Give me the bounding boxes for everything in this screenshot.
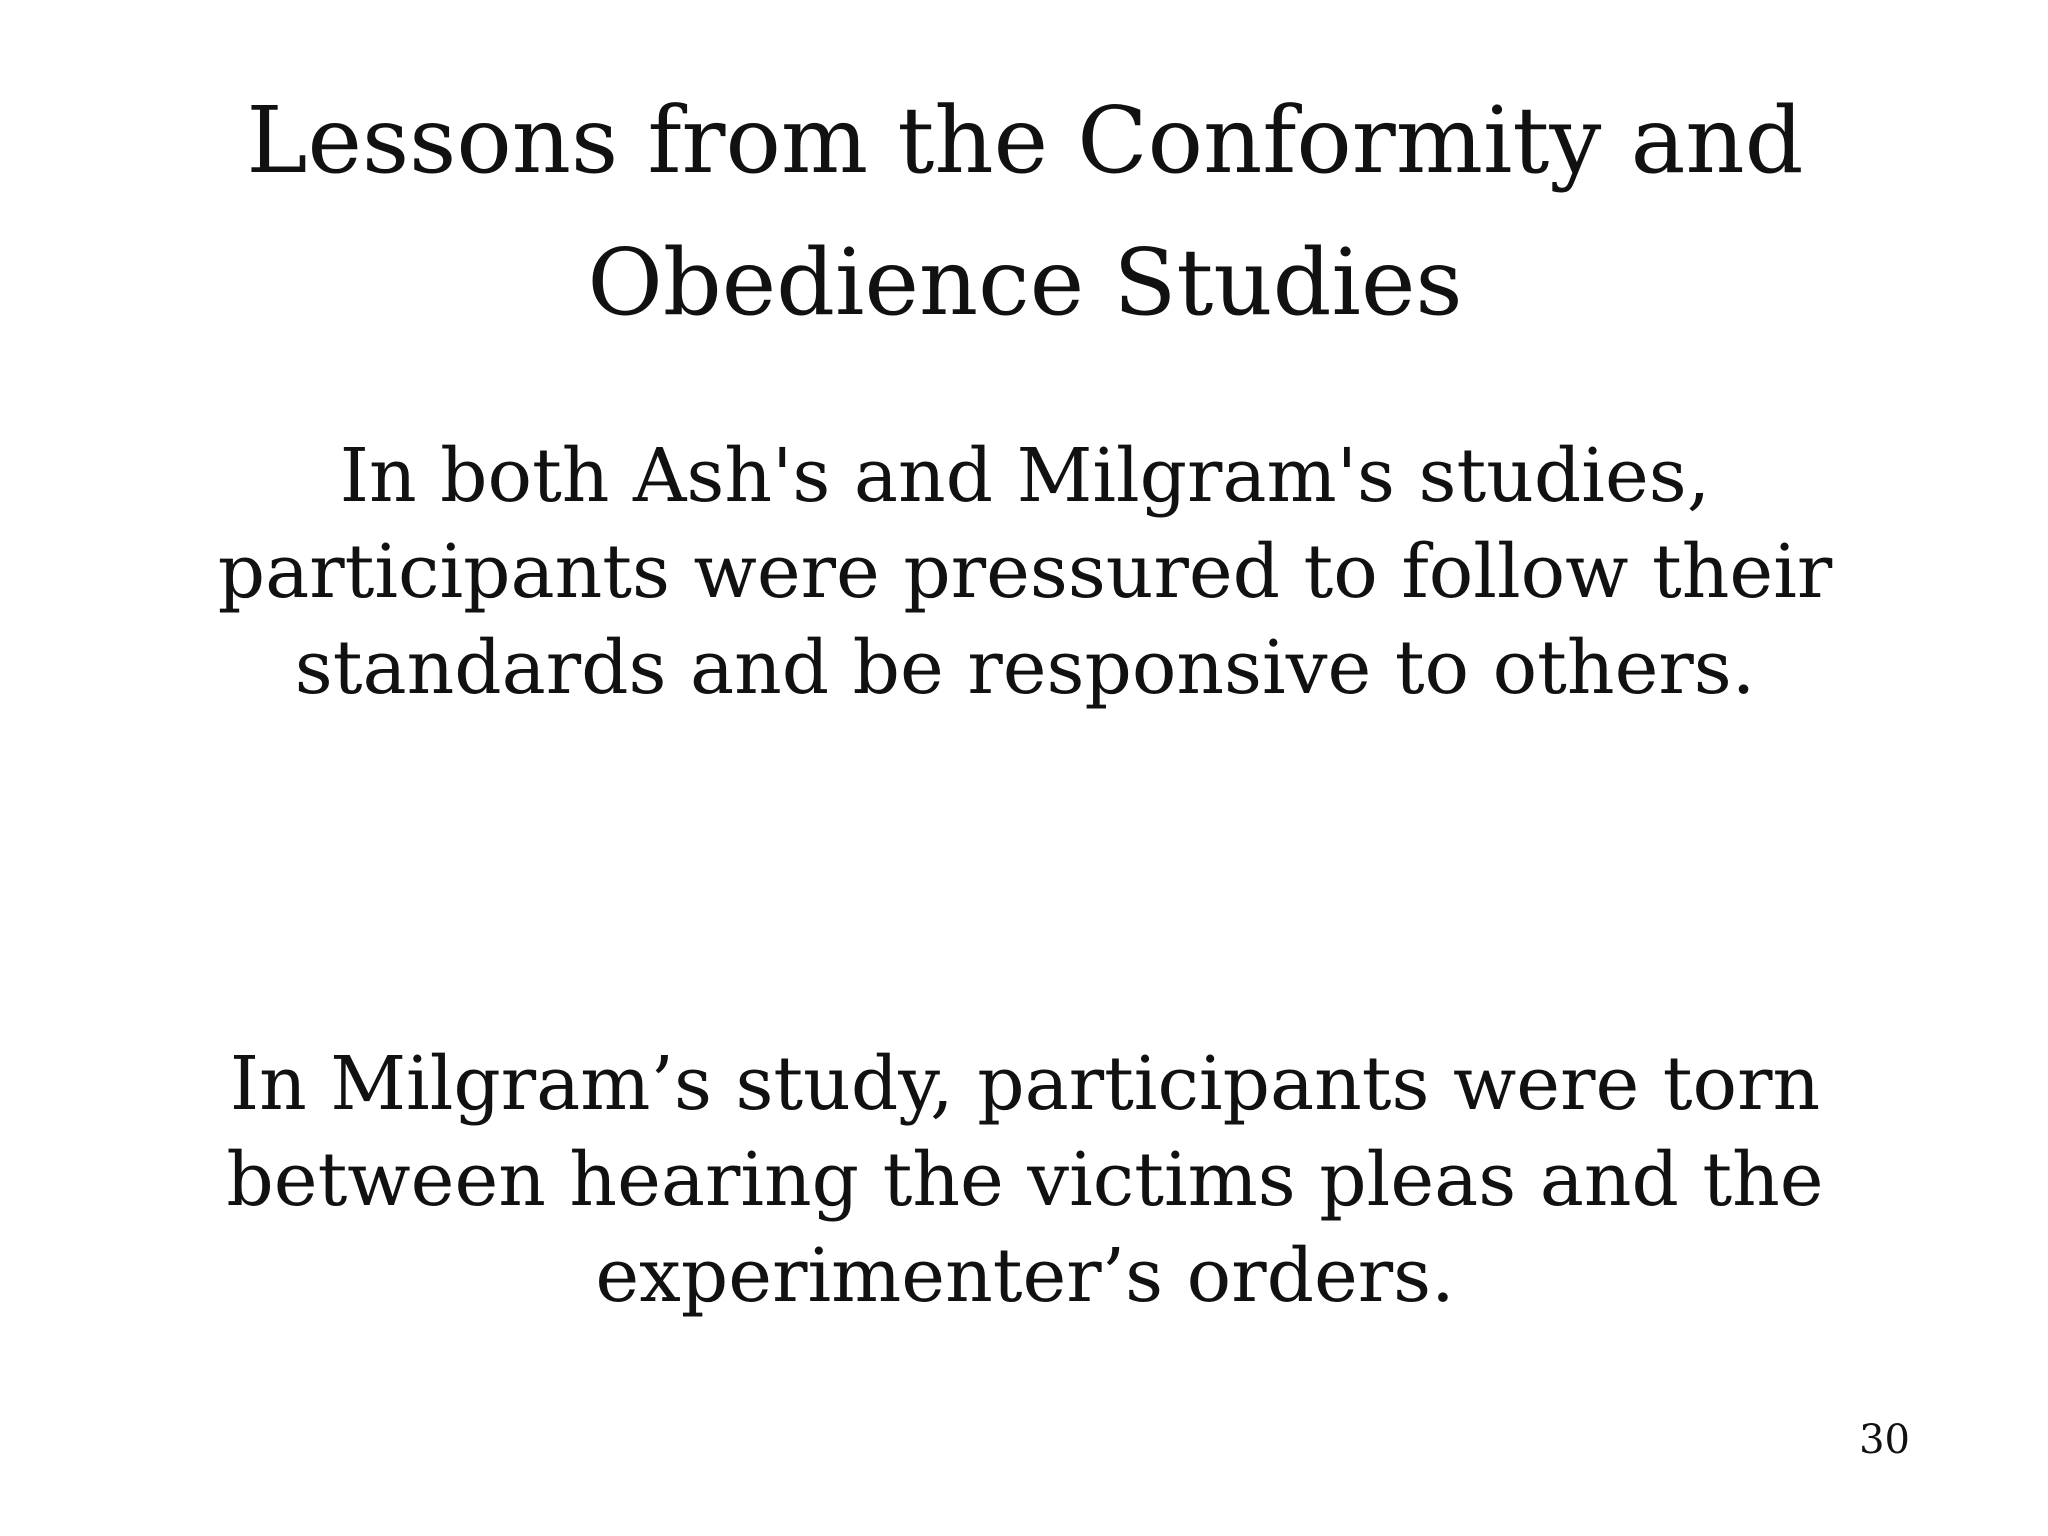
- paragraph-conformity-line-3: standards and be responsive to others.: [294, 625, 1756, 711]
- paragraph-conformity-line-2: participants were pressured to follow their: [217, 529, 1833, 615]
- paragraph-conformity: [140, 428, 1910, 716]
- paragraph-milgram-line-2: between hearing the victims pleas and the: [226, 1137, 1824, 1223]
- paragraph-conformity-line-1: In both Ash's and Milgram's studies,: [339, 433, 1711, 519]
- paragraph-milgram-line-1: In Milgram’s study, participants were torn: [229, 1041, 1821, 1127]
- paragraph-milgram: [140, 1036, 1910, 1324]
- slide-title: [160, 70, 1890, 354]
- page-number: 30: [1859, 1417, 1910, 1463]
- slide-title-line-2: Obedience Studies: [587, 229, 1463, 336]
- slide-title-line-1: Lessons from the Conformity and: [246, 87, 1804, 194]
- paragraph-milgram-line-3: experimenter’s orders.: [595, 1233, 1455, 1319]
